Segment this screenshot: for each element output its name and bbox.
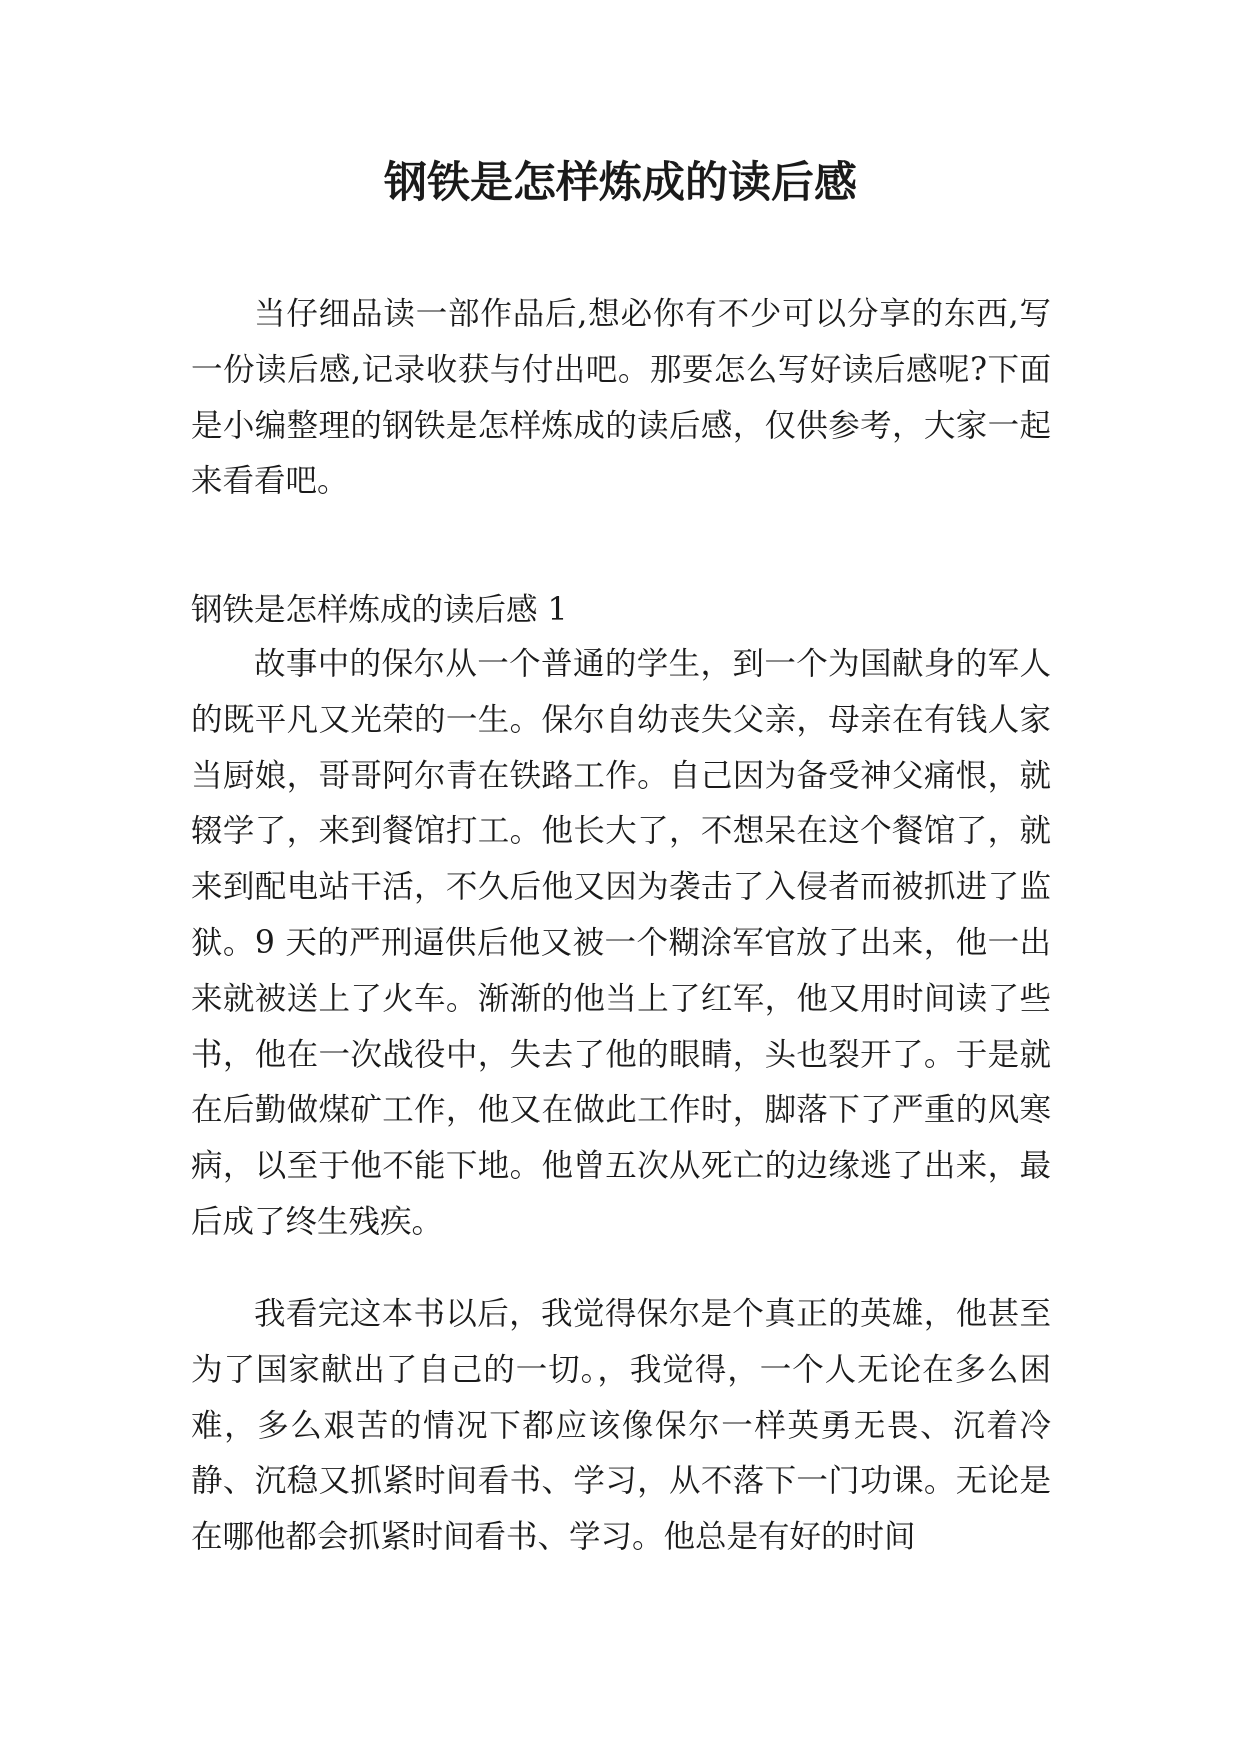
section-heading: 钢铁是怎样炼成的读后感 1 — [191, 592, 568, 628]
body-paragraph-1: 故事中的保尔从一个普通的学生，到一个为国献身的军人的既平凡又光荣的一生。保尔自幼丧失父亲，母亲在有钱人家当厨娘，哥哥阿尔青在铁路工作。自己因为备受神父痛恨，就辍学了，来到餐馆打工。他长大了，不想呆在这个餐馆了，就来到配电站干活，不久后他又因为袭击了入侵者而被抓进了监狱。9 天的严刑逼供后他又被一个糊涂军官放了出来，他一出来就被送上了火车。渐渐的他当上了红军，他又用时间读了些书，他在一次战役中，失去了他的眼睛，头也裂开了。于是就在后勤做煤矿工作，他又在做此工作时，脚落下了严重的风寒病，以至于他不能下地。他曾五次从死亡的边缘逃了出来，最后成了终生残疾。 — [191, 646, 1051, 1240]
intro-paragraph: 当仔细品读一部作品后,想必你有不少可以分享的东西,写一份读后感,记录收获与付出吧。那要怎么写好读后感呢?下面是小编整理的钢铁是怎样炼成的读后感，仅供参考，大家一起来看看吧。 — [191, 296, 1051, 500]
page-title: 钢铁是怎样炼成的读后感 — [384, 158, 857, 208]
body-paragraph-2: 我看完这本书以后，我觉得保尔是个真正的英雄，他甚至为了国家献出了自己的一切。，我觉得，一个人无论在多么困难，多么艰苦的情况下都应该像保尔一样英勇无畏、沉着冷静、沉稳又抓紧时间看书、学习，从不落下一门功课。无论是在哪他都会抓紧时间看书、学习。他总是有好的时间 — [191, 1296, 1051, 1556]
